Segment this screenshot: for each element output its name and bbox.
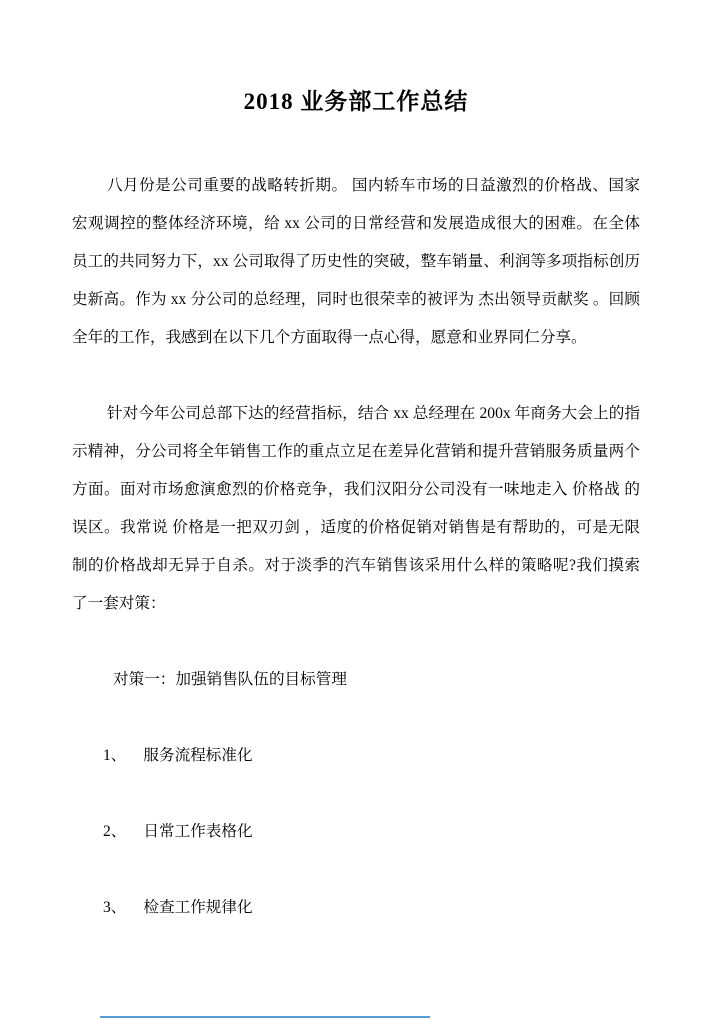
list-item-3-label: 检查工作规律化 — [143, 899, 253, 916]
list-item-2 — [72, 813, 640, 851]
list-item-1-label: 服务流程标准化 — [143, 747, 253, 764]
strategy-one-heading: 对策一：加强销售队伍的目标管理 — [113, 671, 347, 688]
list-item-3-number: 3、 — [103, 899, 127, 916]
document-title: 2018 业务部工作总结 — [243, 89, 469, 114]
list-item-1 — [72, 737, 640, 775]
list-item-2-label: 日常工作表格化 — [143, 823, 253, 840]
bottom-accent-line — [100, 1016, 430, 1018]
list-item-1-number: 1、 — [103, 747, 127, 764]
paragraph-strategy-overview: 针对今年公司总部下达的经营指标，结合 xx 总经理在 200x 年商务大会上的指示精神，分公司将全年销售工作的重点立足在差异化营销和提升营销服务质量两个方面。面对市场愈演愈烈的价格竞争，我们汉阳分公司没有一味地走入 价格战 的误区。我常说 价格是一把双刃剑 ，适度的价格促销对销售是有帮助的，可是无限制的价格战却无异于自杀。对于淡季的汽车销售该采用什么样的策略呢?我们摸索了一套对策： — [72, 405, 640, 612]
paragraph-intro: 八月份是公司重要的战略转折期。 国内轿车市场的日益激烈的价格战、国家宏观调控的整体经济环境，给 xx 公司的日常经营和发展造成很大的困难。在全体员工的共同努力下，xx 公司取得了历史性的突破，整车销量、利润等多项指标创历史新高。作为 xx 分公司的总经理，同时也很荣幸的被评为 杰出领导贡献奖 。回顾全年的工作，我感到在以下几个方面取得一点心得，愿意和业界同仁分享。 — [72, 177, 640, 346]
list-item-3 — [72, 889, 640, 927]
list-item-2-number: 2、 — [103, 823, 127, 840]
